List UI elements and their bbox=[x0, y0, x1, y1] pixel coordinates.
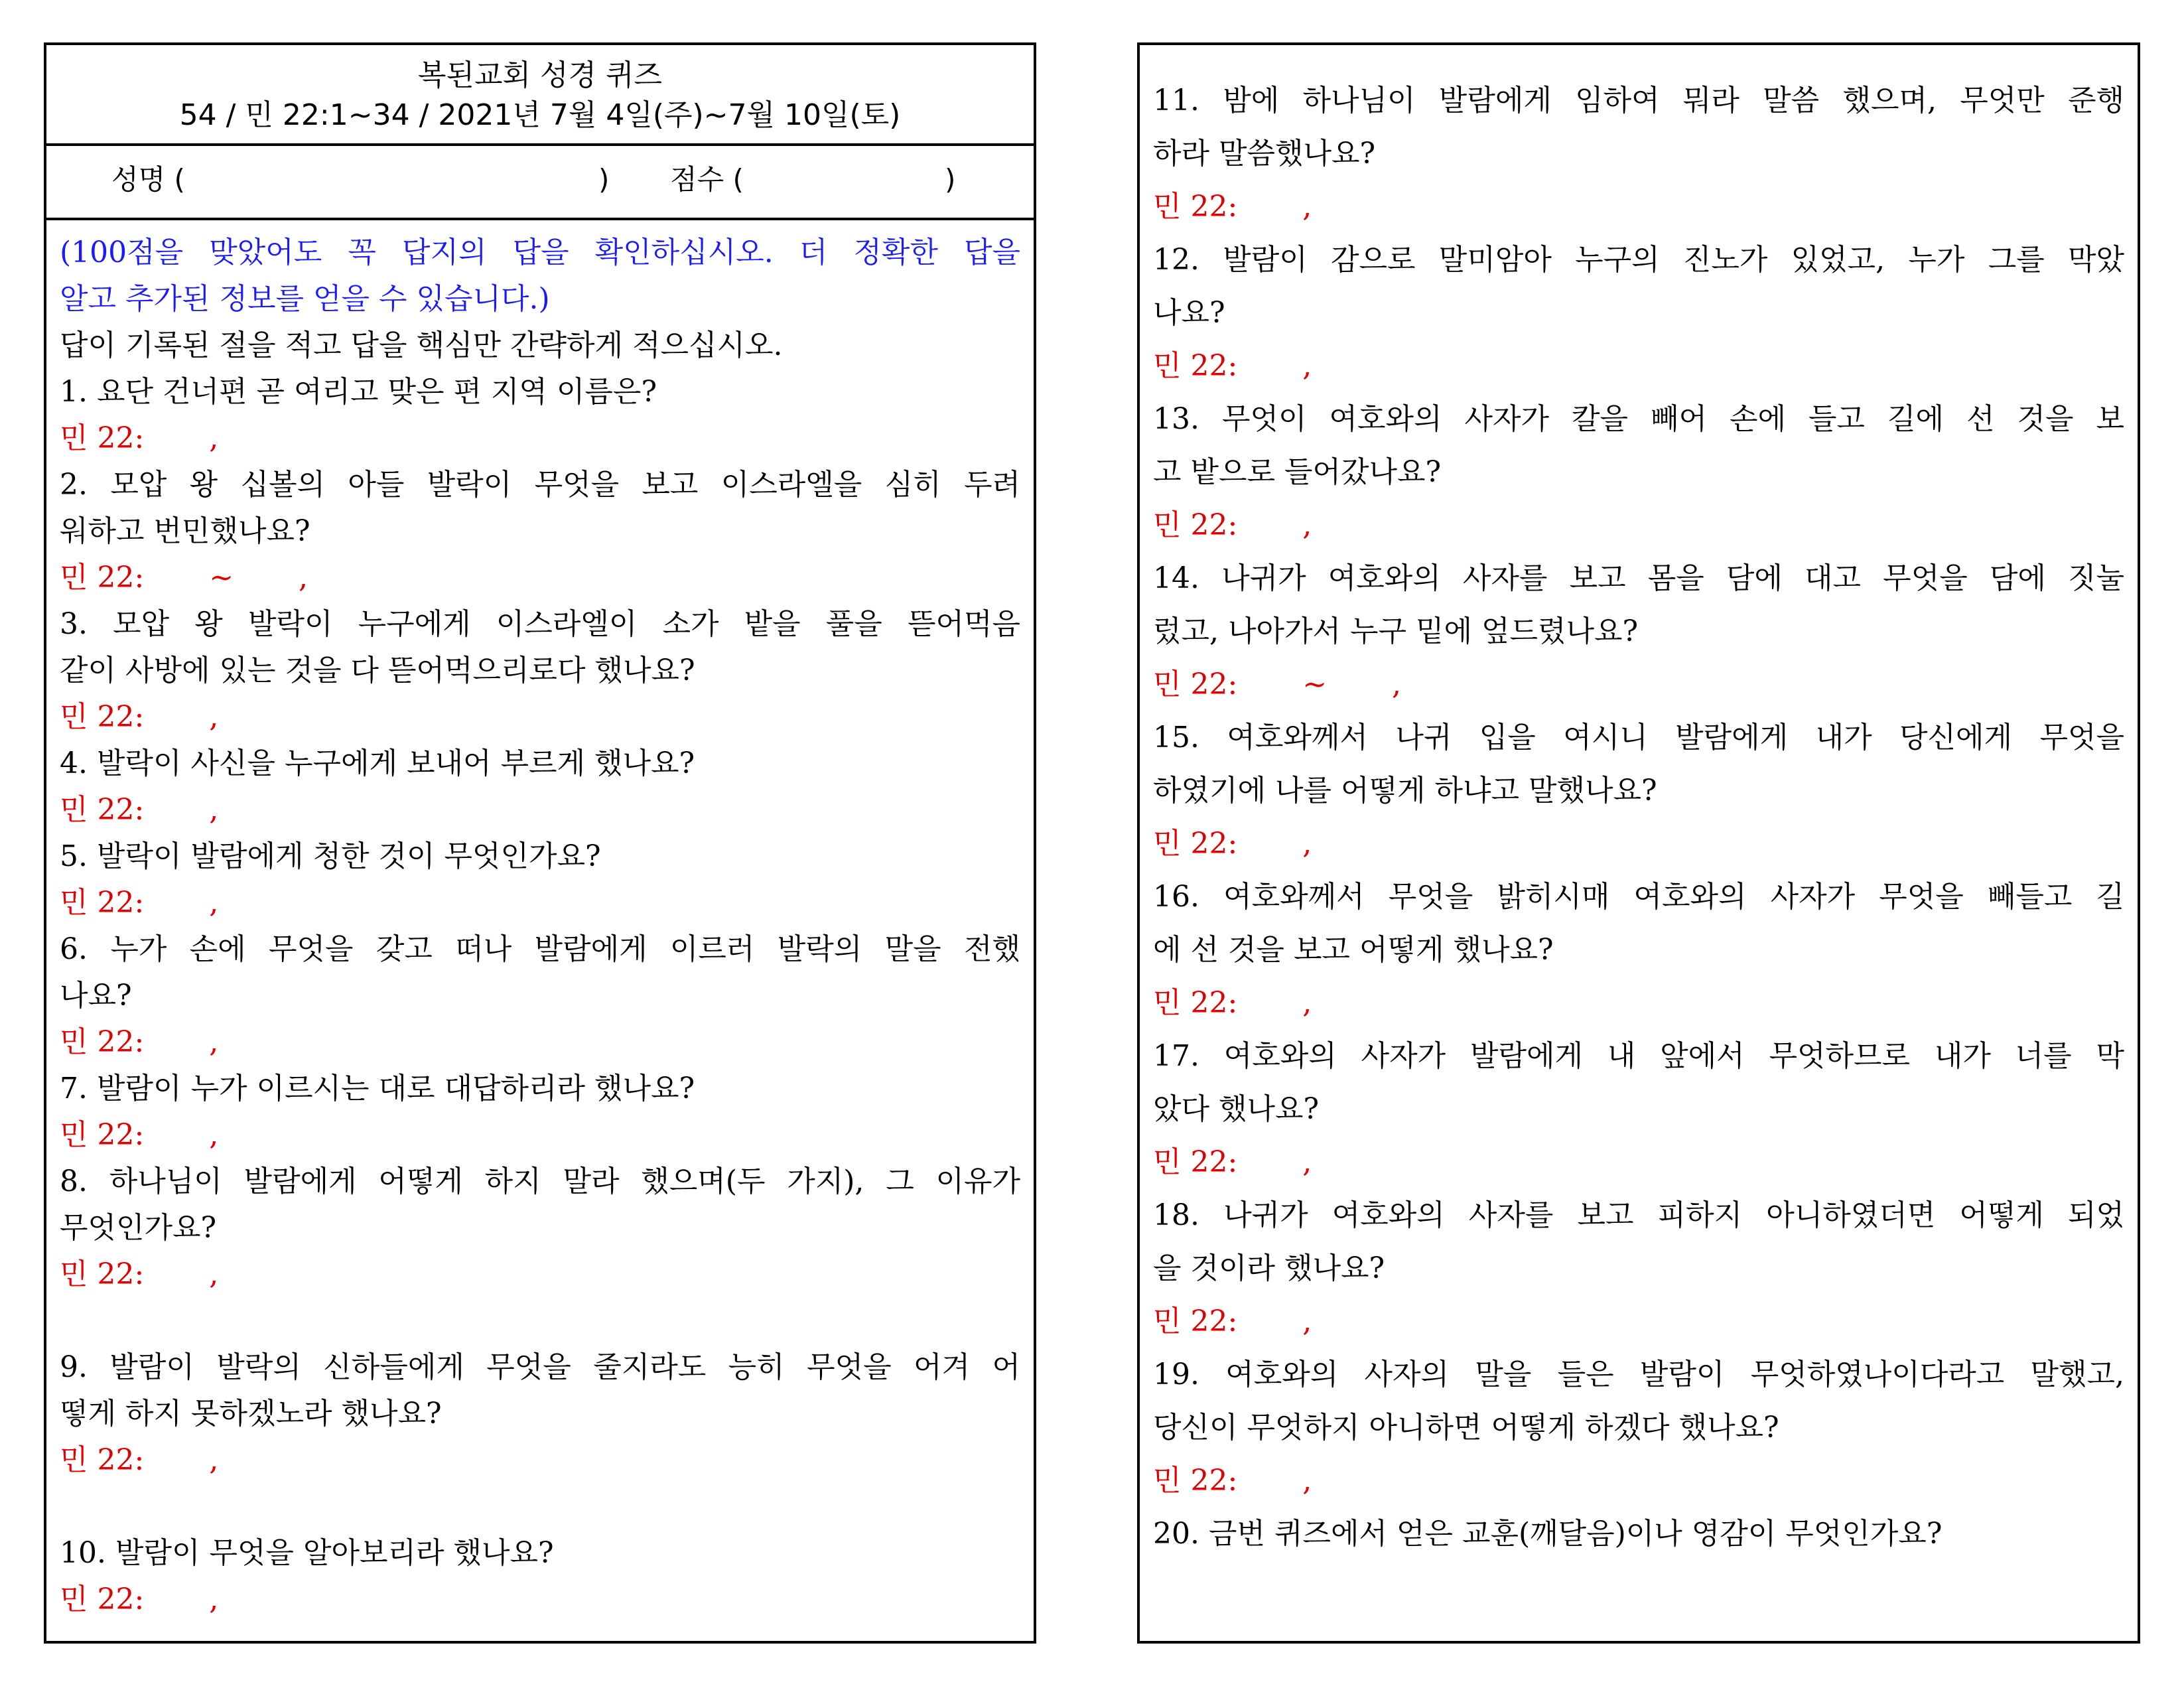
question-text: 나요? bbox=[60, 979, 132, 1013]
answer-verse-field: 민 22: , bbox=[1153, 508, 1312, 542]
answer-verse-field: 민 22: , bbox=[1153, 1145, 1312, 1179]
notice-text: 알고 추가된 정보를 얻을 수 있습니다.) bbox=[60, 282, 550, 316]
quiz-title: 복된교회 성경 퀴즈 bbox=[417, 58, 662, 92]
question-text: 8. 하나님이 발람에게 어떻게 하지 말라 했으며(두 가지), 그 이유가 bbox=[60, 1164, 1020, 1198]
question-text: 고 밭으로 들어갔나요? bbox=[1153, 455, 1442, 489]
answer-verse-field: 민 22: , bbox=[1153, 827, 1312, 861]
name-score-row bbox=[46, 143, 1034, 220]
answer-verse-field: 민 22: , bbox=[60, 1443, 219, 1477]
question-text: 14. 나귀가 여호와의 사자를 보고 몸을 담에 대고 무엇을 담에 짓눌 bbox=[1153, 561, 2124, 595]
question-text: 15. 여호와께서 나귀 입을 여시니 발람에게 내가 당신에게 무엇을 bbox=[1153, 721, 2124, 754]
name-close: ) bbox=[598, 163, 610, 196]
instruction-text: 답이 기록된 절을 적고 답을 핵심만 간략하게 적으십시오. bbox=[60, 328, 783, 362]
question-text: 7. 발람이 누가 이르시는 대로 대답하리라 했나요? bbox=[60, 1072, 695, 1105]
answer-verse-field: 민 22: ~ , bbox=[1153, 668, 1401, 701]
question-text: 나요? bbox=[1153, 296, 1225, 330]
question-text: 10. 발람이 무엇을 알아보리라 했나요? bbox=[60, 1536, 554, 1570]
question-text: 3. 모압 왕 발락이 누구에게 이스라엘이 소가 밭을 풀을 뜯어먹음 bbox=[60, 607, 1020, 641]
score-close: ) bbox=[945, 163, 956, 196]
left-quiz-panel bbox=[44, 42, 1036, 1644]
right-quiz-panel bbox=[1137, 42, 2140, 1644]
question-text: 무엇인가요? bbox=[60, 1211, 217, 1245]
question-text: 19. 여호와의 사자의 말을 들은 발람이 무엇하였나이다라고 말했고, bbox=[1153, 1358, 2124, 1391]
question-text: 하라 말씀했나요? bbox=[1153, 137, 1376, 171]
question-text: 에 선 것을 보고 어떻게 했나요? bbox=[1153, 933, 1554, 967]
question-text: 떻게 하지 못하겠노라 했나요? bbox=[60, 1397, 442, 1431]
quiz-header bbox=[46, 45, 1034, 146]
question-text: 워하고 번민했나요? bbox=[60, 514, 310, 548]
question-text: 1. 요단 건너편 곧 여리고 맞은 편 지역 이름은? bbox=[60, 375, 657, 409]
score-label: 점수 ( bbox=[670, 163, 744, 196]
question-text: 4. 발락이 사신을 누구에게 보내어 부르게 했나요? bbox=[60, 746, 695, 780]
question-text: 렀고, 나아가서 누구 밑에 엎드렸나요? bbox=[1153, 614, 1639, 648]
question-text: 같이 사방에 있는 것을 다 뜯어먹으리로다 했나요? bbox=[60, 654, 695, 687]
answer-space bbox=[60, 1484, 1020, 1530]
answer-verse-field: 민 22: , bbox=[1153, 1304, 1312, 1338]
answer-verse-field: 민 22: , bbox=[60, 421, 219, 455]
right-question-list bbox=[1153, 74, 2124, 1561]
answer-verse-field: 민 22: , bbox=[60, 886, 219, 920]
question-text: 13. 무엇이 여호와의 사자가 칼을 빼어 손에 들고 길에 선 것을 보 bbox=[1153, 402, 2124, 436]
quiz-subtitle: 54 / 민 22:1~34 / 2021년 7월 4일(주)~7월 10일(토) bbox=[179, 98, 901, 132]
answer-verse-field: 민 22: , bbox=[60, 1118, 219, 1152]
question-text: 5. 발락이 발람에게 청한 것이 무엇인가요? bbox=[60, 839, 601, 873]
answer-space bbox=[60, 1298, 1020, 1344]
answer-verse-field: 민 22: , bbox=[60, 1025, 219, 1059]
left-question-list bbox=[60, 230, 1020, 1623]
question-text: 았다 했나요? bbox=[1153, 1092, 1320, 1126]
answer-verse-field: 민 22: , bbox=[1153, 986, 1312, 1020]
question-text: 9. 발람이 발락의 신하들에게 무엇을 줄지라도 능히 무엇을 어겨 어 bbox=[60, 1350, 1020, 1384]
question-text: 17. 여호와의 사자가 발람에게 내 앞에서 무엇하므로 내가 너를 막 bbox=[1153, 1039, 2124, 1073]
question-text: 을 것이라 했나요? bbox=[1153, 1251, 1385, 1285]
question-text: 20. 금번 퀴즈에서 얻은 교훈(깨달음)이나 영감이 무엇인가요? bbox=[1153, 1517, 1943, 1551]
question-text: 2. 모압 왕 십볼의 아들 발락이 무엇을 보고 이스라엘을 심히 두려 bbox=[60, 468, 1020, 502]
notice-text: (100점을 맞았어도 꼭 답지의 답을 확인하십시오. 더 정확한 답을 bbox=[60, 236, 1020, 269]
answer-verse-field: 민 22: , bbox=[60, 793, 219, 827]
question-text: 12. 발람이 감으로 말미암아 누구의 진노가 있었고, 누가 그를 막았 bbox=[1153, 243, 2124, 277]
question-text: 11. 밤에 하나님이 발람에게 임하여 뭐라 말씀 했으며, 무엇만 준행 bbox=[1153, 84, 2124, 117]
question-text: 하였기에 나를 어떻게 하냐고 말했나요? bbox=[1153, 774, 1657, 808]
answer-verse-field: 민 22: , bbox=[60, 700, 219, 734]
answer-verse-field: 민 22: , bbox=[60, 1257, 219, 1291]
answer-verse-field: 민 22: ~ , bbox=[60, 561, 308, 595]
question-text: 6. 누가 손에 무엇을 갖고 떠나 발람에게 이르러 발락의 말을 전했 bbox=[60, 932, 1020, 966]
question-text: 당신이 무엇하지 아니하면 어떻게 하겠다 했나요? bbox=[1153, 1411, 1779, 1445]
name-label: 성명 ( bbox=[111, 163, 185, 196]
question-text: 18. 나귀가 여호와의 사자를 보고 피하지 아니하였더면 어떻게 되었 bbox=[1153, 1198, 2124, 1232]
answer-verse-field: 민 22: , bbox=[1153, 1464, 1312, 1498]
question-text: 16. 여호와께서 무엇을 밝히시매 여호와의 사자가 무엇을 빼들고 길 bbox=[1153, 880, 2124, 914]
answer-verse-field: 민 22: , bbox=[60, 1583, 219, 1616]
answer-verse-field: 민 22: , bbox=[1153, 349, 1312, 383]
answer-verse-field: 민 22: , bbox=[1153, 190, 1312, 224]
